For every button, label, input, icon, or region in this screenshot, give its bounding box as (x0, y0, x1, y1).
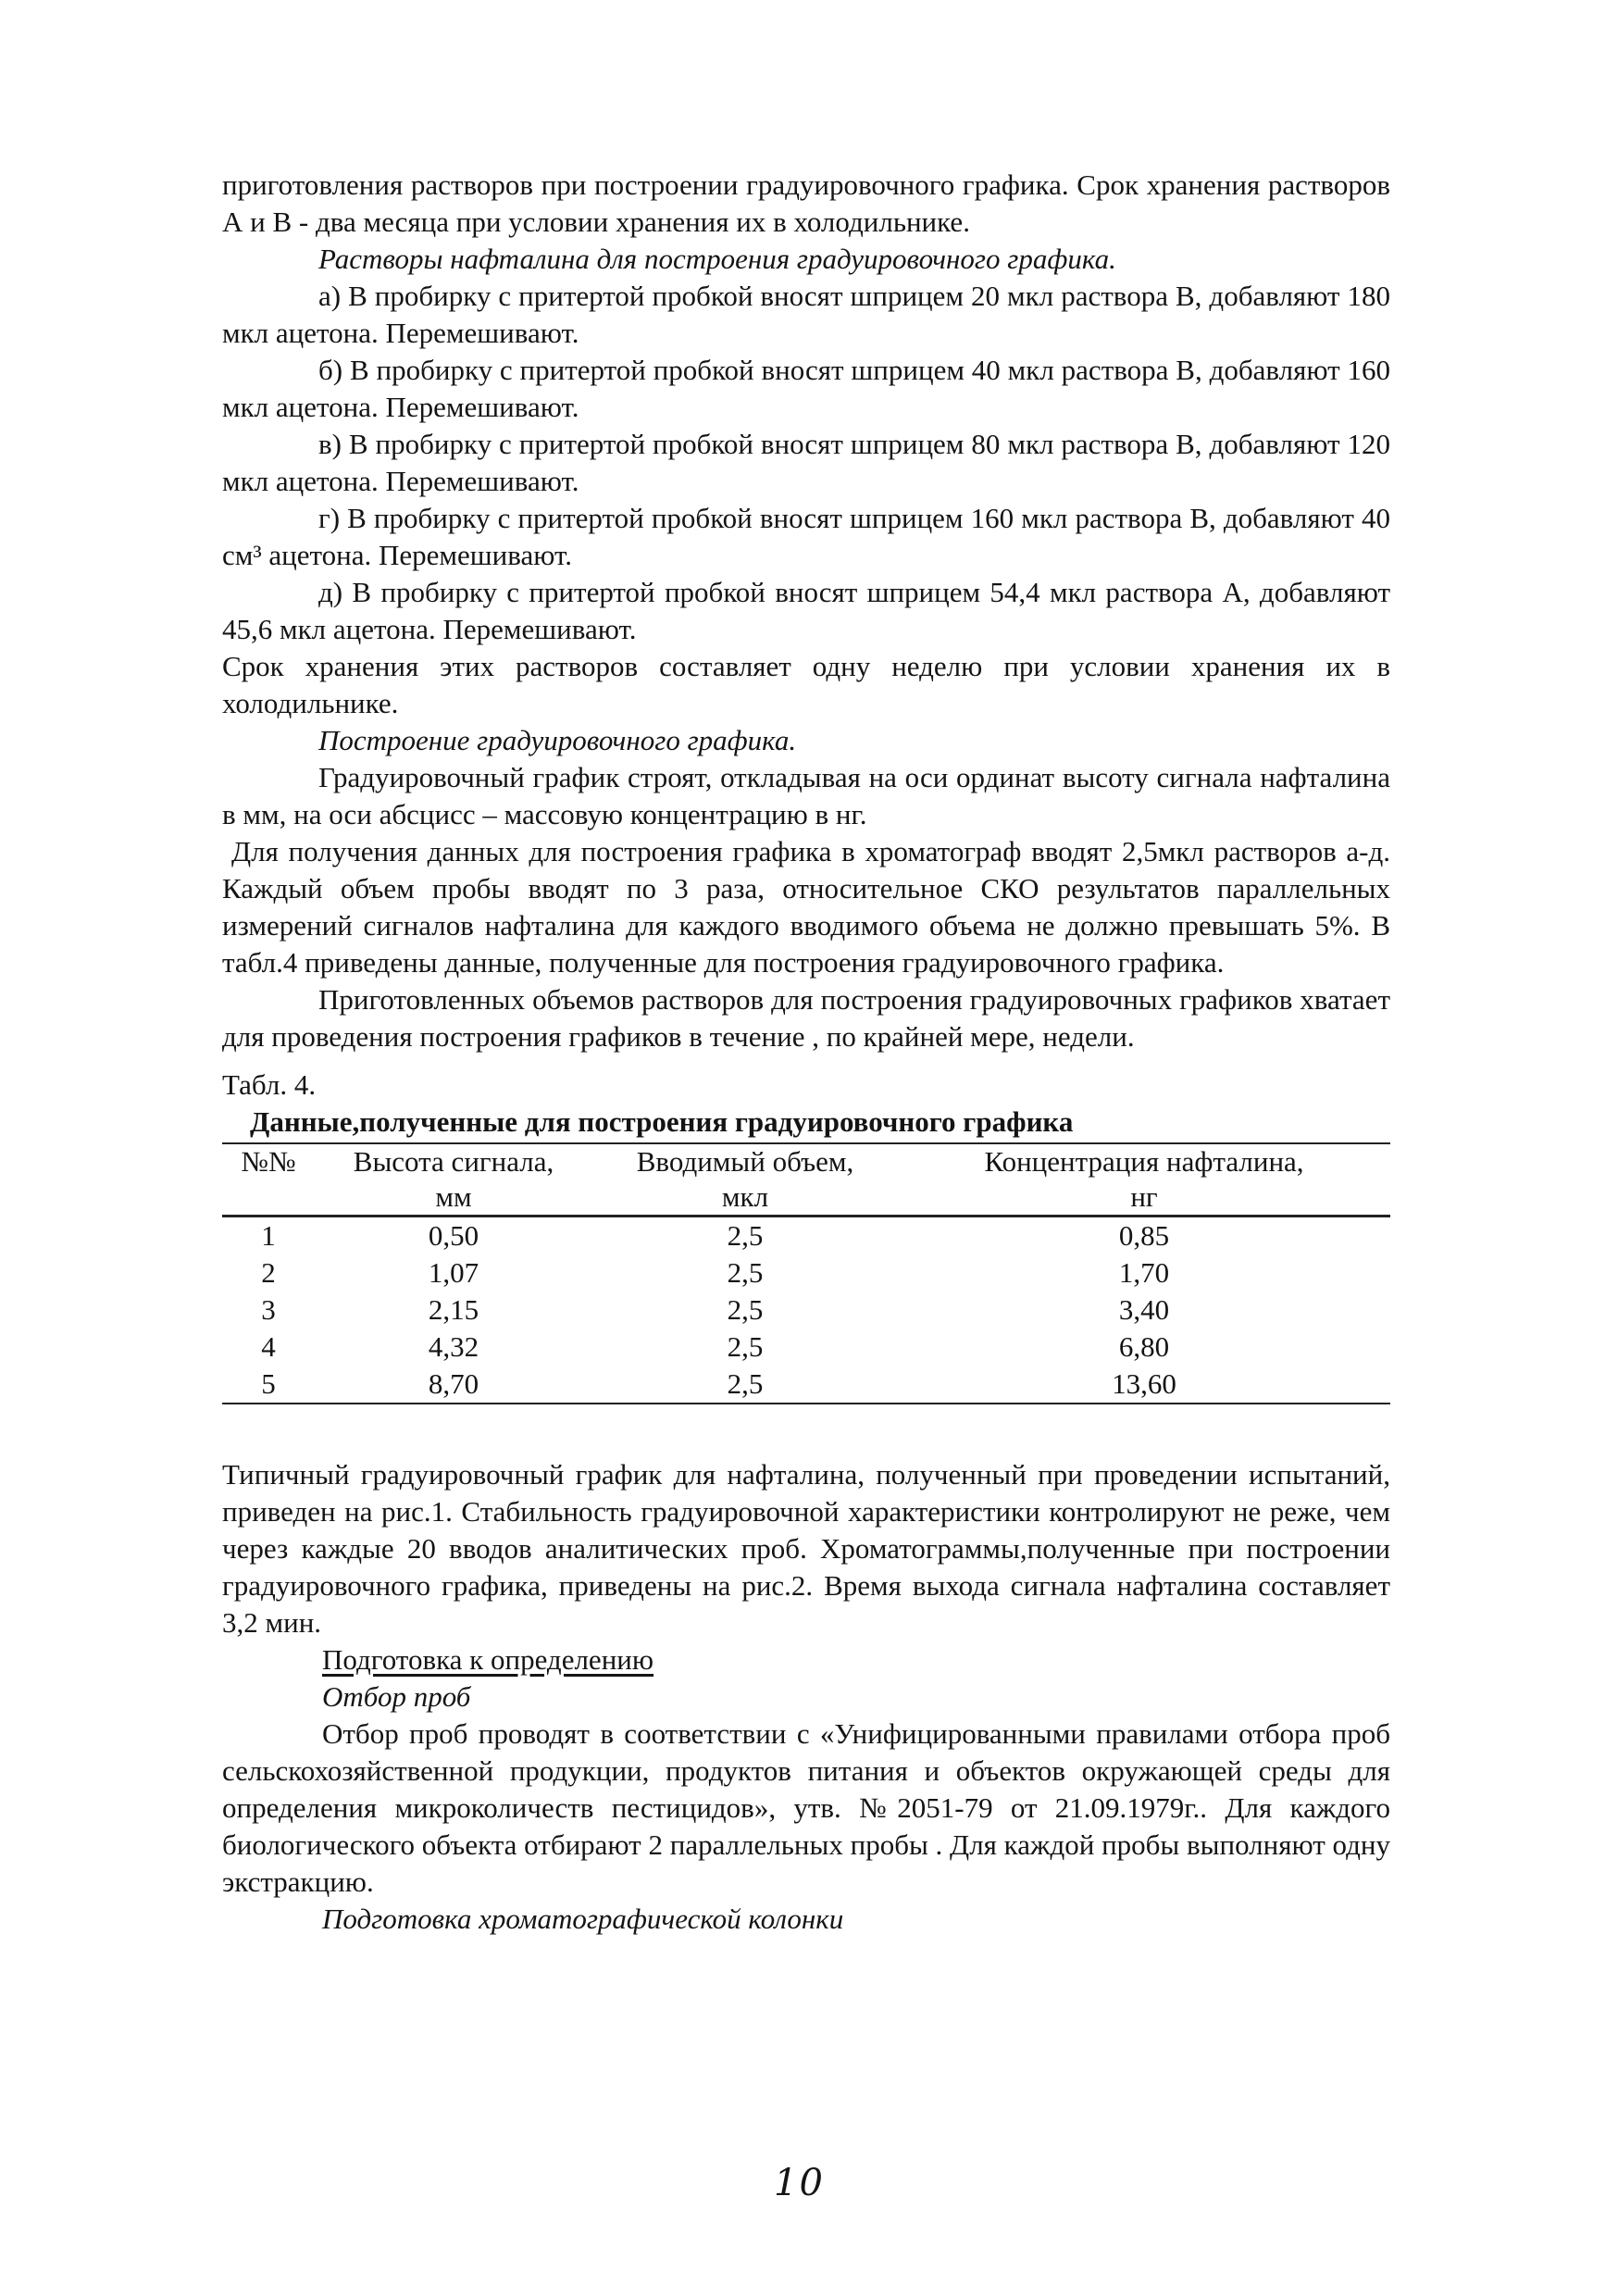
paragraph-solution-d: д) В пробирку с притертой пробкой вносят шприцем 54,4 мкл раствора А, добавляют 45,6 мкл ацетона. Перемешивают. (222, 576, 1390, 645)
header-concentration-unit: нг (1130, 1180, 1158, 1213)
subheading-sampling: Отбор проб (322, 1680, 471, 1713)
text-column (222, 167, 1390, 1938)
cell-concentration: 1,70 (1118, 1256, 1170, 1289)
table-row (222, 1292, 1390, 1329)
cell-concentration: 3,40 (1118, 1293, 1170, 1326)
paragraph-solution-b: б) В пробирку с притертой пробкой вносят шприцем 40 мкл раствора В, добавляют 160 мкл ацетона. Перемешивают. (222, 354, 1390, 423)
subheading-column-preparation: Подготовка хроматографической колонки (322, 1903, 844, 1935)
table-row (222, 1217, 1390, 1255)
cell-signal-height: 4,32 (428, 1330, 479, 1363)
header-signal-height: Высота сигнала, (353, 1145, 554, 1178)
table-header-row (222, 1143, 1390, 1179)
cell-injected-volume: 2,5 (727, 1293, 764, 1326)
cell-signal-height: 0,50 (428, 1219, 479, 1252)
cell-number: 1 (261, 1219, 276, 1252)
spacer (222, 1404, 1390, 1456)
cell-number: 4 (261, 1330, 276, 1363)
paragraph-calibration-data: Для получения данных для построения графика в хроматограф вводят 2,5мкл растворов а-д. Каждый объем пробы вводят по 3 раза, относительное СКО результатов параллельных измерений сигналов нафталина для каждого вводимого объема не должно превышать 5%. В табл.4 приведены данные, полученные для построения градуировочного графика. (222, 835, 1390, 979)
header-number-unit (222, 1179, 315, 1217)
header-signal-height-unit: мм (435, 1180, 472, 1213)
cell-number: 2 (261, 1256, 276, 1289)
table-title: Данные,полученные для построения градуировочного графика (250, 1105, 1074, 1138)
table-row (222, 1254, 1390, 1292)
subheading-calibration: Построение градуировочного графика. (318, 724, 797, 756)
table-caption: Табл. 4. (222, 1068, 317, 1101)
paragraph-solution-v: в) В пробирку с притертой пробкой вносят шприцем 80 мкл раствора В, добавляют 120 мкл ацетона. Перемешивают. (222, 428, 1390, 497)
subheading-naphthalene-solutions: Растворы нафталина для построения градуировочного графика. (318, 243, 1116, 275)
table-row (222, 1366, 1390, 1404)
table-row (222, 1329, 1390, 1366)
paragraph-sampling-rules: Отбор проб проводят в соответствии с «Унифицированными правилами отбора проб сельскохозяйственной продукции, продуктов питания и объектов окружающей среды для определения микроколичеств пестицидов», утв. №2051-79 от 21.09.1979г.. Для каждого биологического объекта отбирают 2 параллельных пробы . Для каждой пробы выполняют одну экстракцию. (222, 1717, 1390, 1898)
paragraph-solution-g: г) В пробирку с притертой пробкой вносят шприцем 160 мкл раствора В, добавляют 40 см³ ацетона. Перемешивают. (222, 502, 1390, 571)
subheading-preparation: Подготовка к определению (322, 1643, 654, 1676)
paragraph-volumes-sufficient: Приготовленных объемов растворов для построения градуировочных графиков хватает для проведения построения графиков в течение , по крайней мере, недели. (222, 983, 1390, 1053)
calibration-table (222, 1142, 1390, 1404)
table-header-units-row (222, 1179, 1390, 1217)
cell-injected-volume: 2,5 (727, 1219, 764, 1252)
paragraph-storage-week: Срок хранения этих растворов составляет одну неделю при условии хранения их в холодильнике. (222, 650, 1390, 719)
paragraph-solution-a: а) В пробирку с притертой пробкой вносят шприцем 20 мкл раствора В, добавляют 180 мкл ацетона. Перемешивают. (222, 280, 1390, 349)
cell-injected-volume: 2,5 (727, 1256, 764, 1289)
header-number: №№ (241, 1145, 296, 1178)
header-injected-volume: Вводимый объем, (636, 1145, 854, 1178)
cell-concentration: 6,80 (1118, 1330, 1170, 1363)
cell-signal-height: 8,70 (428, 1367, 479, 1400)
cell-number: 5 (261, 1367, 276, 1400)
cell-signal-height: 1,07 (428, 1256, 479, 1289)
header-concentration: Концентрация нафталина, (984, 1145, 1304, 1178)
cell-injected-volume: 2,5 (727, 1367, 764, 1400)
cell-number: 3 (261, 1293, 276, 1326)
header-injected-volume-unit: мкл (721, 1180, 769, 1213)
cell-signal-height: 2,15 (428, 1293, 479, 1326)
paragraph-calibration-axes: Градуировочный график строят, откладывая на оси ординат высоту сигнала нафталина в мм, на оси абсцисс – массовую концентрацию в нг. (222, 761, 1390, 830)
paragraph-solutions-storage: приготовления растворов при построении градуировочного графика. Срок хранения растворов А и В - два месяца при условии хранения их в холодильнике. (222, 168, 1390, 238)
cell-concentration: 0,85 (1118, 1219, 1170, 1252)
cell-concentration: 13,60 (1112, 1367, 1176, 1400)
paragraph-typical-graph: Типичный градуировочный график для нафталина, полученный при проведении испытаний, приведен на рис.1. Стабильность градуировочной характеристики контролируют не реже, чем через каждые 20 вводов аналитических проб. Хроматограммы,полученные при построении градуировочного графика, приведены на рис.2. Время выхода сигнала нафталина составляет 3,2 мин. (222, 1458, 1390, 1639)
page-number: 10 (774, 2162, 825, 2204)
cell-injected-volume: 2,5 (727, 1330, 764, 1363)
